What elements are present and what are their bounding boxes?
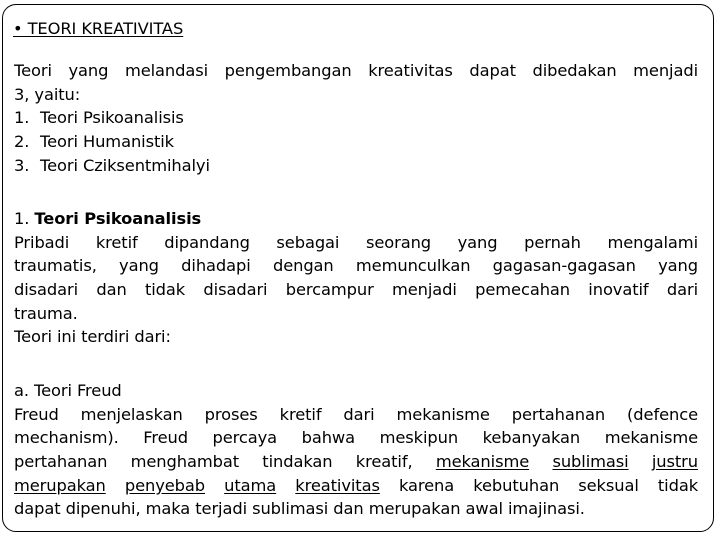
- section1-line-3: disadari dan tidak disadari bercampur menjadi pemecahan inovatif dari: [14, 280, 698, 300]
- underlined-word: mekanisme: [435, 452, 530, 472]
- intro-line-1: Teori yang melandasi pengembangan kreativitas dapat dibedakan menjadi: [14, 61, 698, 80]
- freud-line-3: [14, 450, 698, 474]
- list-number: 2.: [14, 132, 30, 152]
- list-number: 3.: [14, 155, 30, 175]
- slide-title: • TEORI KREATIVITAS: [13, 19, 184, 38]
- list-label: Teori Humanistik: [40, 132, 175, 152]
- subsection-heading: a. Teori Freud: [14, 381, 122, 400]
- section-number: 1.: [14, 209, 30, 228]
- section-freud: [14, 379, 698, 521]
- section1-line-4: trauma.: [14, 303, 78, 323]
- list-label: Teori Psikoanalisis: [40, 108, 184, 128]
- section-heading: [14, 207, 698, 231]
- underlined-word: penyebab: [124, 475, 206, 495]
- section1-footer: Teori ini terdiri dari:: [14, 327, 171, 347]
- underlined-word: justru: [651, 452, 698, 472]
- list-number: 1.: [14, 108, 30, 128]
- freud-line-3-plain: pertahanan menghambat tindakan kreatif,: [14, 452, 413, 472]
- slide-frame: [2, 4, 714, 532]
- intro-paragraph: [14, 59, 698, 178]
- underlined-word: kreativitas: [295, 475, 380, 495]
- freud-line-4: [14, 474, 698, 498]
- freud-line-1: Freud menjelaskan proses kretif dari mekanisme pertahanan (defence: [14, 404, 698, 424]
- list-item: [14, 154, 698, 178]
- underlined-word: merupakan: [14, 475, 106, 495]
- section1-line-1: Pribadi kretif dipandang sebagai seorang yang pernah mengalami: [14, 232, 698, 252]
- freud-line-2: mechanism). Freud percaya bahwa meskipun kebanyakan mekanisme: [14, 428, 698, 448]
- freud-line-4-rest: karena kebutuhan seksual tidak: [398, 475, 698, 495]
- list-item: [14, 130, 698, 154]
- intro-line-2: 3, yaitu:: [14, 84, 81, 104]
- underlined-word: sublimasi: [552, 452, 629, 472]
- section1-line-2: traumatis, yang dihadapi dengan memunculkan gagasan-gagasan yang: [14, 256, 698, 276]
- underlined-word: utama: [224, 475, 277, 495]
- list-item: [14, 106, 698, 130]
- section-heading-text: Teori Psikoanalisis: [34, 209, 202, 228]
- section-psikoanalisis: [14, 207, 698, 349]
- freud-line-5: dapat dipenuhi, maka terjadi sublimasi dan merupakan awal imajinasi.: [14, 499, 585, 519]
- list-label: Teori Cziksentmihalyi: [40, 155, 210, 175]
